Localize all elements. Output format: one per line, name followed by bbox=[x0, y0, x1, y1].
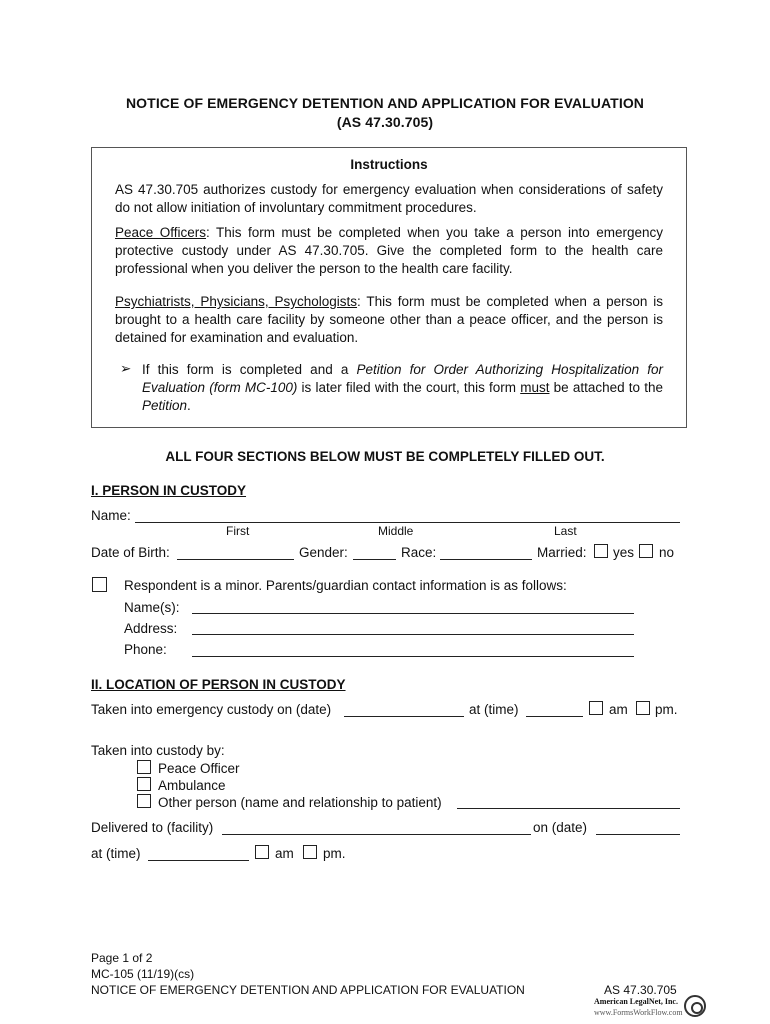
race-label: Race: bbox=[401, 545, 437, 560]
publisher-logo-icon bbox=[684, 995, 706, 1017]
ambulance-label: Ambulance bbox=[158, 778, 226, 793]
section1-heading: I. PERSON IN CUSTODY bbox=[91, 483, 247, 498]
instructions-peace-officers bbox=[115, 224, 663, 278]
name-label: Name: bbox=[91, 508, 131, 523]
psychiatrists-text: : This form must be completed when a person is brought to a health care facility by someone other than a peace officer, and the person is detained for examination and evaluation. bbox=[115, 294, 663, 345]
guardian-names-label: Name(s): bbox=[124, 600, 180, 615]
custody-time-input[interactable] bbox=[526, 716, 583, 717]
custody-am-checkbox[interactable] bbox=[589, 701, 603, 715]
name-input[interactable] bbox=[135, 522, 680, 523]
form-id: MC-105 (11/19)(cs) bbox=[91, 967, 195, 981]
bullet-must: must bbox=[520, 380, 550, 395]
bullet-petition-form: Petition for Order Authorizing Hospitalization for Evaluation (form MC-100) bbox=[142, 362, 663, 395]
bullet-text-d: . bbox=[187, 398, 191, 413]
guardian-phone-input[interactable] bbox=[192, 656, 634, 657]
peace-officers-label: Peace Officers bbox=[115, 225, 207, 240]
first-caption: First bbox=[226, 524, 250, 538]
custody-date-label: Taken into emergency custody on (date) bbox=[91, 702, 332, 717]
bullet-text-c: be attached to the bbox=[549, 380, 663, 395]
arrow-bullet-icon: ➢ bbox=[120, 361, 132, 376]
last-caption: Last bbox=[554, 524, 577, 538]
custody-date-input[interactable] bbox=[344, 716, 464, 717]
race-input[interactable] bbox=[440, 559, 532, 560]
publisher-name: American LegalNet, Inc. bbox=[594, 997, 678, 1006]
footer-statute: AS 47.30.705 bbox=[604, 983, 677, 997]
custody-time-label: at (time) bbox=[469, 702, 519, 717]
delivered-date-input[interactable] bbox=[596, 834, 680, 835]
instructions-heading: Instructions bbox=[350, 157, 428, 172]
delivered-pm-label: pm. bbox=[323, 846, 346, 861]
ambulance-checkbox[interactable] bbox=[137, 777, 151, 791]
yes-label: yes bbox=[613, 545, 635, 560]
publisher-website: www.FormsWorkFlow.com bbox=[594, 1008, 683, 1017]
delivered-am-label: am bbox=[275, 846, 294, 861]
custody-pm-label: pm. bbox=[655, 702, 678, 717]
document-title: NOTICE OF EMERGENCY DETENTION AND APPLICATION FOR EVALUATION bbox=[125, 95, 645, 111]
peace-officers-text: : This form must be completed when you take a person into emergency protective custody under AS 47.30.705. Give the completed form to the health care professional when you deliver the person to the health care facility. bbox=[115, 225, 664, 276]
dob-input[interactable] bbox=[177, 559, 294, 560]
other-person-label: Other person (name and relationship to patient) bbox=[158, 795, 442, 810]
custody-pm-checkbox[interactable] bbox=[636, 701, 650, 715]
guardian-names-input[interactable] bbox=[192, 613, 634, 614]
delivered-time-input[interactable] bbox=[148, 860, 249, 861]
guardian-phone-label: Phone: bbox=[124, 642, 167, 657]
gender-label: Gender: bbox=[299, 545, 348, 560]
custody-am-label: am bbox=[609, 702, 628, 717]
peace-officer-label: Peace Officer bbox=[158, 761, 240, 776]
gender-input[interactable] bbox=[353, 559, 396, 560]
other-person-checkbox[interactable] bbox=[137, 794, 151, 808]
dob-label: Date of Birth: bbox=[91, 545, 170, 560]
instructions-bullet bbox=[142, 361, 663, 415]
other-person-input[interactable] bbox=[457, 808, 680, 809]
instructions-psychiatrists bbox=[115, 293, 663, 347]
peace-officer-checkbox[interactable] bbox=[137, 760, 151, 774]
delivered-pm-checkbox[interactable] bbox=[303, 845, 317, 859]
document-statute: (AS 47.30.705) bbox=[336, 114, 434, 130]
bullet-text-b: is later filed with the court, this form bbox=[297, 380, 521, 395]
married-yes-checkbox[interactable] bbox=[594, 544, 608, 558]
delivered-facility-input[interactable] bbox=[222, 834, 531, 835]
bullet-petition: Petition bbox=[142, 398, 188, 413]
delivered-am-checkbox[interactable] bbox=[255, 845, 269, 859]
married-no-checkbox[interactable] bbox=[639, 544, 653, 558]
delivered-facility-label: Delivered to (facility) bbox=[91, 820, 214, 835]
minor-checkbox[interactable] bbox=[92, 577, 107, 592]
taken-by-label: Taken into custody by: bbox=[91, 743, 225, 758]
guardian-address-input[interactable] bbox=[192, 634, 634, 635]
no-label: no bbox=[659, 545, 675, 560]
psychiatrists-label: Psychiatrists, Physicians, Psychologists bbox=[115, 294, 358, 309]
minor-text: Respondent is a minor. Parents/guardian contact information is as follows: bbox=[124, 578, 567, 593]
section2-heading: II. LOCATION OF PERSON IN CUSTODY bbox=[91, 677, 346, 692]
instructions-intro: AS 47.30.705 authorizes custody for emergency evaluation when considerations of safety do not allow initiation of involuntary commitment procedures. bbox=[115, 182, 663, 215]
bullet-text-a: If this form is completed and a bbox=[142, 362, 357, 377]
guardian-address-label: Address: bbox=[124, 621, 178, 636]
page-number: Page 1 of 2 bbox=[91, 951, 153, 965]
middle-caption: Middle bbox=[378, 524, 414, 538]
completion-notice: ALL FOUR SECTIONS BELOW MUST BE COMPLETELY FILLED OUT. bbox=[165, 449, 605, 464]
footer-form-title: NOTICE OF EMERGENCY DETENTION AND APPLICATION FOR EVALUATION bbox=[91, 983, 525, 997]
married-label: Married: bbox=[537, 545, 587, 560]
delivered-date-label: on (date) bbox=[533, 820, 588, 835]
delivered-time-label: at (time) bbox=[91, 846, 141, 861]
